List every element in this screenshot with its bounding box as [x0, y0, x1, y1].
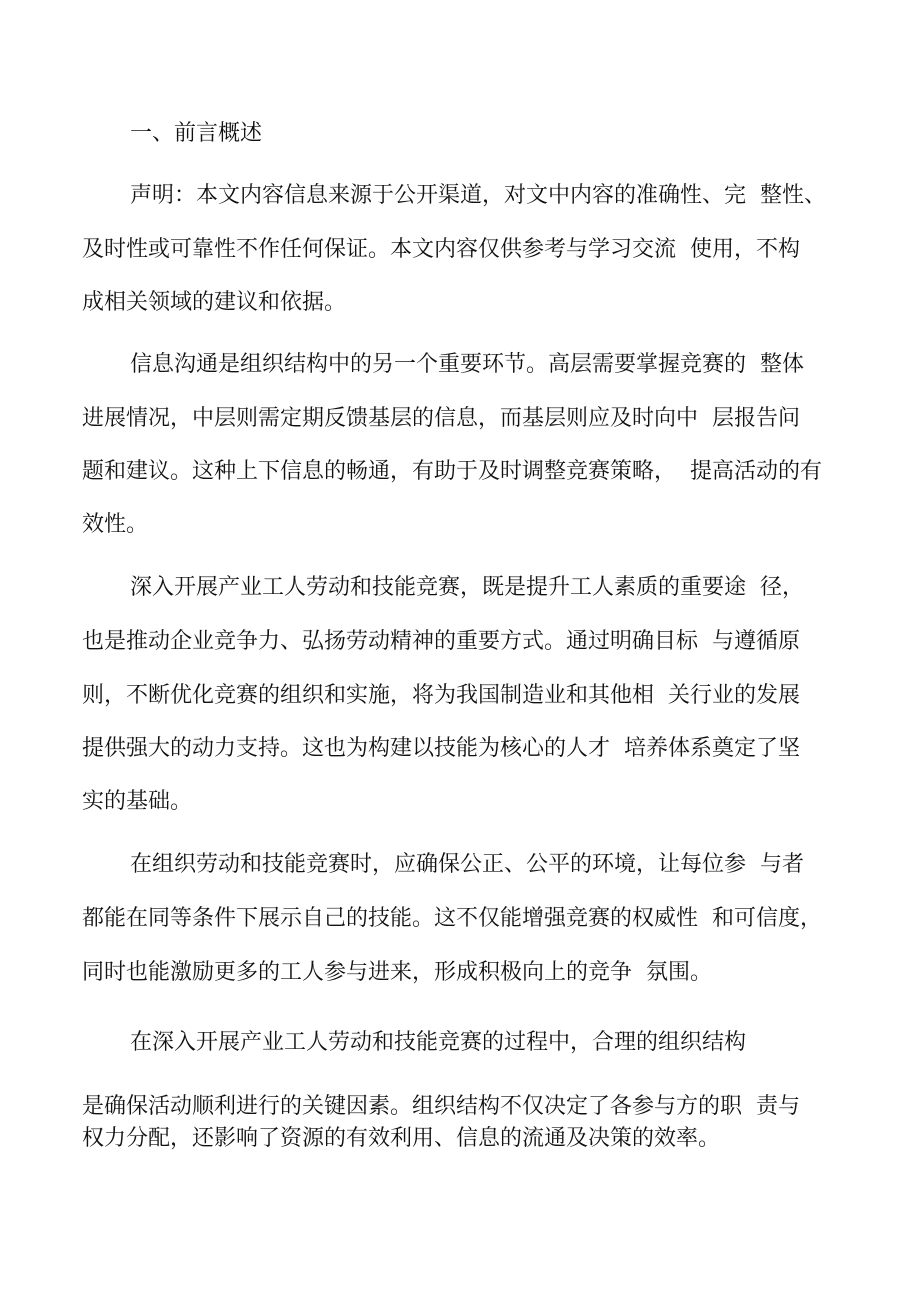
section-heading: 一、前言概述	[130, 121, 263, 146]
competition-line-3: 则，不断优化竞赛的组织和实施，将为我国制造业和其他相 关行业的发展	[82, 683, 800, 708]
competition-line-1: 深入开展产业工人劳动和技能竞赛，既是提升工人素质的重要途 径，	[130, 575, 804, 600]
disclaimer-line-3: 成相关领域的建议和依据。	[82, 290, 347, 315]
communication-line-1: 信息沟通是组织结构中的另一个重要环节。高层需要掌握竞赛的 整体	[130, 352, 804, 377]
communication-line-4: 效性。	[82, 512, 149, 537]
fairness-line-3: 同时也能激励更多的工人参与进来，形成积极向上的竞争 氛围。	[82, 960, 712, 985]
structure-line-2: 是确保活动顺利进行的关键因素。组织结构不仅决定了各参与方的职 责与	[82, 1094, 800, 1119]
communication-line-2: 进展情况，中层则需定期反馈基层的信息，而基层则应及时向中 层报告问	[82, 406, 800, 431]
disclaimer-line-1: 声明：本文内容信息来源于公开渠道，对文中内容的准确性、完 整性、	[130, 183, 826, 208]
competition-line-2: 也是推动企业竞争力、弘扬劳动精神的重要方式。通过明确目标 与遵循原	[82, 629, 800, 654]
disclaimer-line-2: 及时性或可靠性不作任何保证。本文内容仅供参考与学习交流 使用，不构	[82, 237, 800, 262]
structure-line-3: 权力分配，还影响了资源的有效利用、信息的流通及决策的效率。	[82, 1126, 721, 1151]
fairness-line-1: 在组织劳动和技能竞赛时，应确保公正、公平的环境，让每位参 与者	[130, 852, 804, 877]
fairness-line-2: 都能在同等条件下展示自己的技能。这不仅能增强竞赛的权威性 和可信度，	[82, 906, 822, 931]
structure-line-1: 在深入开展产业工人劳动和技能竞赛的过程中，合理的组织结构	[130, 1030, 747, 1055]
communication-line-3: 题和建议。这种上下信息的畅通，有助于及时调整竞赛策略， 提高活动的有	[82, 459, 822, 484]
competition-line-4: 提供强大的动力支持。这也为构建以技能为核心的人才 培养体系奠定了坚	[82, 736, 800, 761]
competition-line-5: 实的基础。	[82, 789, 193, 814]
